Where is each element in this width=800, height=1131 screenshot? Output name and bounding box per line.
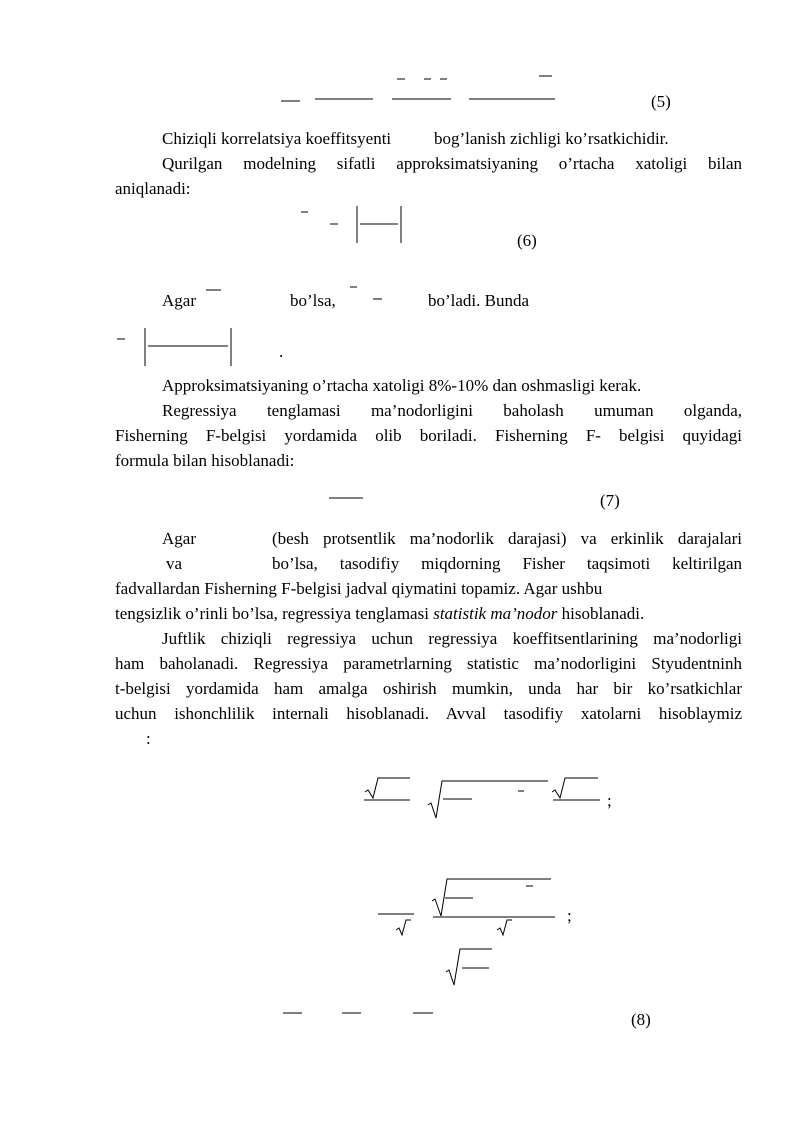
equation-5-number: (5) — [651, 92, 671, 111]
paragraph-2-line-1: Qurilgan modelning sifatli approksimatsiyaning o’rtacha xatoligi bilan — [162, 154, 742, 173]
paragraph-3-bolsa: bo’lsa, — [290, 291, 336, 310]
paragraph-3-period: . — [279, 342, 284, 361]
paragraph-4-text: Approksimatsiyaning o’rtacha xatoligi 8%-10% dan oshmasligi kerak. — [162, 376, 642, 395]
equation-8-number: (8) — [631, 1010, 651, 1029]
paragraph-7-line-4: uchun ishonchlilik internali hisoblanadi. Avval tasodifiy xatolarni hisoblaymiz — [115, 704, 742, 723]
paragraph-7-colon: : — [146, 729, 151, 748]
paragraph-6-line-4-text: tengsizlik o’rinli bo’lsa, regressiya tenglamasi — [115, 604, 429, 623]
paragraph-1-text-b: bog’lanish zichligi ko’rsatkichidir. — [434, 129, 669, 148]
paragraph-5-line-1: Regressiya tenglamasi ma’nodorligini baholash umuman olganda, — [162, 401, 742, 420]
formula-1-semicolon: ; — [607, 791, 612, 810]
paragraph-7-line-1: Juftlik chiziqli regressiya uchun regressiya koeffitsentlarining ma’nodorligi — [162, 629, 742, 648]
paragraph-3-boladi: bo’ladi. Bunda — [428, 291, 530, 310]
equation-7-number: (7) — [600, 491, 620, 510]
paragraph-7-line-3: t-belgisi yordamida ham amalga oshirish mumkin, unda har bir ko’rsatkichlar — [115, 679, 742, 698]
paragraph-7-line-2: ham baholanadi. Regressiya parametrlarning statistic ma’nodorligini Styudentninh — [115, 654, 742, 673]
paragraph-6-line-2: bo’lsa, tasodifiy miqdorning Fisher taqsimoti keltirilgan — [272, 554, 742, 573]
paragraph-6-italic-term: statistik ma’nodor — [433, 604, 558, 623]
paragraph-6-line-3: fadvallardan Fisherning F-belgisi jadval qiymatini topamiz. Agar ushbu — [115, 579, 603, 598]
equation-6-number: (6) — [517, 231, 537, 250]
paragraph-5-line-2: Fisherning F-belgisi yordamida olib boriladi. Fisherning F- belgisi quyidagi — [115, 426, 742, 445]
paragraph-5-line-3: formula bilan hisoblanadi: — [115, 451, 295, 470]
paragraph-1-text-a: Chiziqli korrelatsiya koeffitsyenti — [162, 129, 392, 148]
paragraph-2-line-2: aniqlanadi: — [115, 179, 191, 198]
paragraph-6-line-1: (besh protsentlik ma’nodorlik darajasi) va erkinlik darajalari — [272, 529, 742, 548]
paragraph-6-va: va — [166, 554, 183, 573]
paragraph-6-agar: Agar — [162, 529, 196, 548]
paragraph-6-line-4-end: hisoblanadi. — [561, 604, 645, 623]
paragraph-3-agar: Agar — [162, 291, 196, 310]
formula-2-semicolon: ; — [567, 906, 572, 925]
